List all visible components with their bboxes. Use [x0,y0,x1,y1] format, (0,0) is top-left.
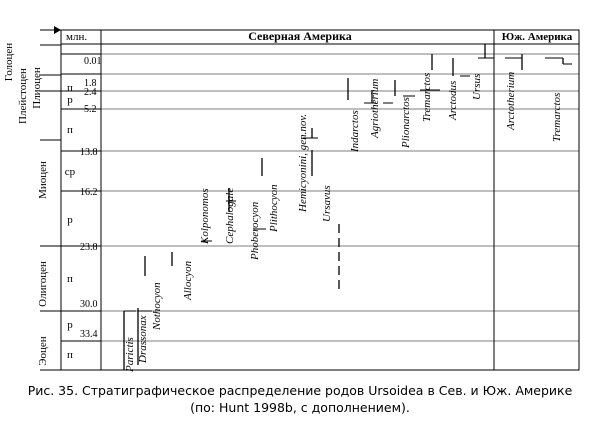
genus-label: Arctotherium [505,71,517,130]
subdivision-label: р [67,94,73,106]
epoch-label-oligocene: Олигоцен [37,261,49,307]
age-label: 5.2 [84,104,97,115]
subdivision-label: р [67,214,73,226]
figure-caption-line-1: Рис. 35. Стратиграфическое распределение родов Ursoidea в Сев. и Юж. Америке [27,383,573,398]
epoch-label-pliocene: Плиоцен [31,67,43,109]
figure-caption-line-2: (по: Hunt 1998b, с дополнением). [190,400,410,415]
age-label: 33.4 [80,329,98,340]
genus-label: Parictis [124,337,136,372]
age-label: 16.2 [80,187,98,198]
genus-label: Kolponomos [199,188,211,244]
age-label: 0.01 [84,56,102,67]
genus-label: Cephalogale [224,187,236,244]
genus-label: Indarctos [349,110,361,152]
age-label: 30.0 [80,299,98,310]
epoch-label-pleistocene: Плейстоцен [17,68,29,124]
epoch-label-holocene: Голоцен [3,42,15,82]
age-label: 23.8 [80,242,98,253]
north-america-header: Северная Америка [248,29,352,43]
genus-label: Plionarctos [400,97,412,148]
subdivision-label: п [67,82,73,94]
age-label: 2.4 [84,87,97,98]
genus-label: Agriotherium [369,78,381,138]
subdivision-label: ср [64,166,76,178]
genus-label: Drassonax [137,315,149,363]
genus-label: Arctodus [447,80,459,120]
epoch-label-eocene: Эоцен [37,336,49,366]
subdivision-label: п [67,273,73,285]
genus-label: Tremarctos [421,72,433,122]
age-label: 1.8 [84,78,97,89]
time-column-header: млн. [66,31,88,43]
epoch-label-miocene: Миоцен [37,161,49,199]
genus-label: Hemicyonini, gen.nov. [297,113,309,212]
genus-label: Allocyon [182,260,194,300]
genus-label: Tremarctos [551,92,563,142]
genus-label: Plithocyon [268,184,280,232]
subdivision-label: п [67,124,73,136]
genus-label: Phoberocyon [249,201,261,260]
genus-label: Ursavus [321,185,333,222]
genus-label: Ursus [471,73,483,100]
south-america-header: Юж. Америка [501,31,573,43]
age-label: 13.8 [80,147,98,158]
subdivision-label: р [67,319,73,331]
genus-label: Nothocyon [151,282,163,330]
subdivision-label: п [67,349,73,361]
